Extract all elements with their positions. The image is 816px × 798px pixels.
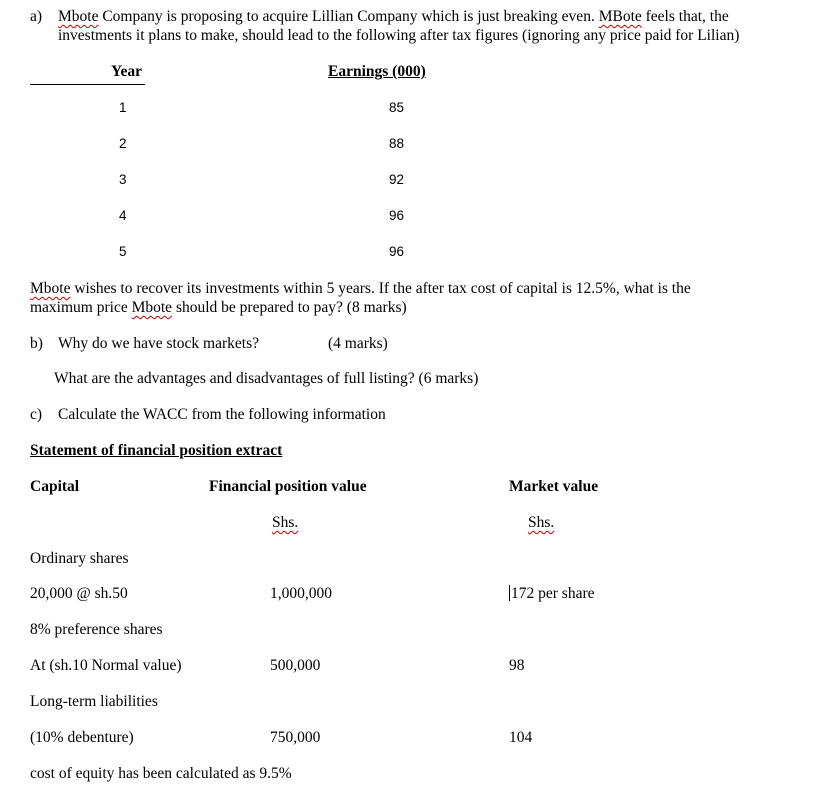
year-cell: 5 (119, 244, 127, 259)
year-cell: 2 (119, 136, 127, 151)
col-capital: Capital (30, 478, 80, 495)
mbote-word: Mbote (131, 299, 173, 316)
row-label: 8% preference shares (30, 621, 163, 638)
row-mv: 172 per share (511, 585, 595, 602)
unit-mv: Shs. (528, 514, 555, 531)
earnings-cell: 92 (389, 172, 405, 187)
part-b-marks: (4 marks) (328, 335, 388, 352)
mbote-word: Mbote (30, 280, 71, 297)
header-year: Year (111, 63, 142, 80)
row-label: (10% debenture) (30, 729, 134, 746)
part-b-marker: b) (30, 335, 43, 352)
mbote-word: MBote (598, 8, 642, 25)
part-a-line1: Mbote Company is proposing to acquire Lillian Company which is just breaking even. MBote feels that, the (58, 8, 729, 25)
part-c-question: Calculate the WACC from the following information (58, 406, 386, 423)
header-earnings: Earnings (000) (328, 63, 426, 80)
earnings-cell: 96 (389, 208, 405, 223)
earnings-cell: 85 (389, 100, 405, 115)
earnings-cell: 88 (389, 136, 405, 151)
question-a-line1: Mbote wishes to recover its investments within 5 years. If the after tax cost of capital is 12.5%, what is the (30, 280, 691, 297)
statement-title: Statement of financial position extract (30, 442, 283, 459)
row-mv: 104 (509, 729, 533, 746)
part-a-line2: investments it plans to make, should lead to the following after tax figures (ignoring any price paid for Lilian) (58, 27, 740, 44)
text-cursor (509, 585, 510, 601)
row-label: Ordinary shares (30, 550, 129, 567)
row-mv: 98 (509, 657, 525, 674)
year-cell: 4 (119, 208, 127, 223)
footer-note: cost of equity has been calculated as 9.5% (30, 765, 292, 782)
row-label: Long-term liabilities (30, 693, 158, 710)
year-cell: 3 (119, 172, 127, 187)
earnings-cell: 96 (389, 244, 405, 259)
row-fpv: 750,000 (270, 729, 321, 746)
part-c-marker: c) (30, 406, 43, 423)
row-label: 20,000 @ sh.50 (30, 585, 128, 602)
year-header-rule (30, 84, 145, 85)
unit-fpv: Shs. (272, 514, 299, 531)
col-fpv: Financial position value (209, 478, 367, 495)
row-fpv: 500,000 (270, 657, 321, 674)
col-market-value: Market value (509, 478, 599, 495)
question-a-line2: maximum price Mbote should be prepared to pay? (8 marks) (30, 299, 407, 316)
part-b-question: Why do we have stock markets? (58, 335, 260, 352)
part-a-marker: a) (30, 8, 43, 25)
year-cell: 1 (119, 100, 127, 115)
mbote-word: Mbote (58, 8, 99, 25)
row-fpv: 1,000,000 (270, 585, 332, 602)
part-b-question2: What are the advantages and disadvantages of full listing? (6 marks) (54, 370, 479, 387)
row-label: At (sh.10 Normal value) (30, 657, 182, 674)
